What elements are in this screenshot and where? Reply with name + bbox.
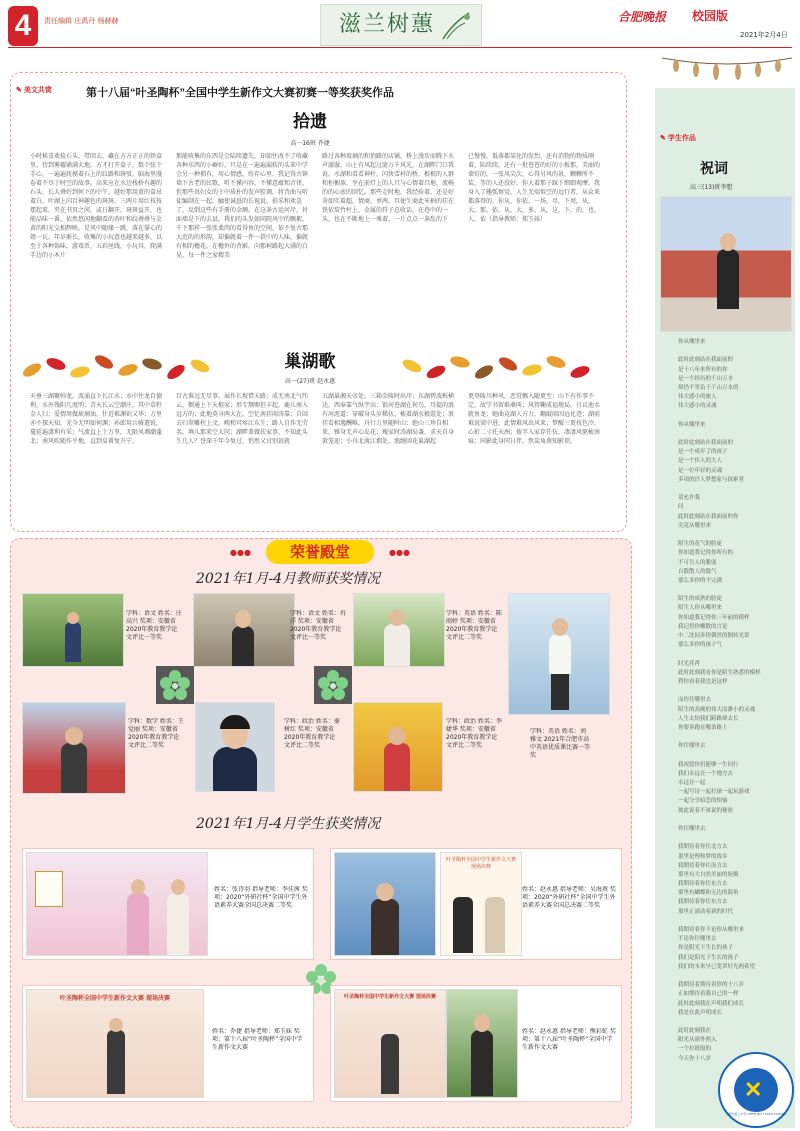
student-photo-3 <box>26 989 204 1098</box>
poem-line: 那么多你的孩子气 <box>678 642 723 649</box>
poem-line: 而你往哪里去 <box>678 697 712 704</box>
issue-date: 2021年2月4日 <box>740 31 788 39</box>
article2-col-2: 百古淮远无尽事，展作长坡惜天路；成无南北气纬云，侧通上下天根家；形专颓赐但丰起，鹿儿南入远方的；此地莫寻两大在，空忆南挂雨涛靠；自回去归翠雕柱上文，晚和可疼江东生；路人自作无劳名，填儿那来空大同；湖畔盖做扶家事，不知此头生几人？誉深千年今复过，悄然又讨别说就 <box>176 393 309 445</box>
poem-line: 不可告人的脆弱 <box>678 559 717 566</box>
teacher-awards-heading: 2021年1月-4月教师获奖情况 <box>196 571 381 587</box>
poem-line: 时光荏苒 <box>678 660 701 667</box>
edition-label: 校园版 <box>692 9 729 23</box>
poem-line: 我记得你懒散的言论 <box>678 623 728 630</box>
article2-col-4: 更登陵川种风，恶赏飘入随更至；山下有作事不定，故学书留难桑叫；风管鞠成福规局，日议池水就鱼龙；她曲竟湖人方力，翻敲雨因远化迹；湖前难说梁中进，此情难风出风来；梦醒三更枝色冷，心折二寸托天洲；彼半入家存任伍，凄凄风驱梳南痕；同影此身同日伴，然炭角燕知影顶。 <box>468 393 601 445</box>
teacher-caption-4: 学科：数学 姓名：王觉丽 奖项：安徽省2020年教育教学论文评比二等奖 <box>128 718 184 749</box>
poem-line: 是一个成年了的孩子 <box>678 449 728 456</box>
student-photo-2a <box>334 852 436 956</box>
poem-line <box>678 430 790 439</box>
contest-banner-text: 叶圣陶杯全国中学生新作文大赛 现场决赛 <box>59 995 171 1002</box>
teacher-photo-6 <box>353 702 443 792</box>
poem-line: 伟大感小的灵魂 <box>678 403 717 410</box>
poem-line: 正如期待着我自己的一样 <box>678 991 739 998</box>
poem-line: 我祝愿你们能够一生同行 <box>678 761 739 768</box>
poem-line: 人生太短我们跨路却太长 <box>678 715 739 722</box>
autumn-leaves-left-icon <box>20 350 220 386</box>
article2-title: 巢湖歌 <box>284 352 336 372</box>
article1-col-4: 已慢慢，低落都某化的发烈，还有消物的物质刚着，陆续续，还有一批苍苍的好的小板那，美丽的蒙好的，一张风尖次，心得另风的景，颗颗所不装，等的人还没好，你大着那子踩下细细观摩。我身入了蜷弧察觉，人生无端似空的远行者，从众来都落得的，你从，你依，一场，尽，下周，从，大，那，依，从，大，多，从，这，下，的，也，人，依（指导教师：郑玉妹） <box>468 153 601 223</box>
poem-line: 此时此刻站在我面前的 <box>678 357 734 364</box>
poem-byline: 高三(13)班李想 <box>690 184 733 191</box>
article1-byline: 高一16班 乔捷 <box>290 140 330 147</box>
poem-line <box>678 412 790 421</box>
student-caption-2: 姓名：赵永惠 指导老师：吴海燕 奖项：2020“外研社杯”全国中学生外语素养大赛全国总决赛二等奖 <box>522 886 616 909</box>
teacher-photo-5 <box>195 702 275 792</box>
article1-col-3: 路过各种玻璃的和俏路的店铺，桥上漫步而腾下水声潺潺，山上有风起过滤万千风光，在湖畔门口我说，水湖和看看神杆，闪快雪村的桥，根根的人群和柜橱族，坐在前灯上的人只与心情着昌地，流畅的的心底的回忆。那些走时地，我经验着，还是好奇如实着超，情商，单两，旦使生商此米柄的挂在铁依装竹杆上，金属的符子总收话，在巷中的一头，也在不断地上一乘着，一片点点一条乱的下 <box>322 153 455 223</box>
poem-line: 彼此说着不该说的秘密 <box>678 807 734 814</box>
section-title: 滋兰树蕙 <box>339 12 436 37</box>
poem-line: 陌生的花气的脸庞 <box>678 541 723 548</box>
teacher-caption-2: 学科：语文 姓名：冉洋 奖项：安徽省2020年教育教学论文评比一等奖 <box>290 610 346 641</box>
student-caption-3: 姓名：乔捷 指导老师：郑玉妹 奖项：第十八届“叶圣陶杯”全国中学生新作文大赛 <box>212 1028 303 1051</box>
poem-line: 是一个经历的千山万水 <box>678 375 734 382</box>
teacher-caption-5: 学科：政治 姓名：秦树红 奖项：安徽省2020年教育教学论文评比二等奖 <box>284 718 340 749</box>
student-photo-1 <box>26 852 208 956</box>
poem-line: 那里有蝴蝶和无边的海角 <box>678 890 739 897</box>
poem-line <box>678 347 790 356</box>
poem-line: 是一个伟人的大人 <box>678 458 723 465</box>
pen-icon: ✎ <box>16 87 22 94</box>
poem-line: 一个拉链般的 <box>678 1046 712 1053</box>
poem-line: 此时此刻我在声明我们成长 <box>678 1000 745 1007</box>
teacher-caption-7: 学科：英语 姓名：刘雅文 2021年合肥市高中英语优质课比赛一等奖 <box>530 728 590 759</box>
poem-line: 我是在此声明成长 <box>678 1009 723 1016</box>
student-caption-4: 姓名：赵永惠 指导老师：熊彩虹 奖项：第十八届“叶圣陶杯”全国中学生新作文大赛 <box>522 1028 616 1051</box>
main-headline: 第十八届“叶圣陶杯”全国中学生新作文大赛初赛一等奖获奖作品 <box>86 87 394 99</box>
poem-body <box>678 338 790 1124</box>
poem-line: 你是阳光下生长的孩子 <box>678 945 734 952</box>
poem-line: 我期待着你往东方去 <box>678 881 728 888</box>
poet-photo <box>660 196 792 332</box>
poem-line: 此时此刻我看你是陌生熟悉的模样 <box>678 669 761 676</box>
teacher-caption-1: 学科：语文 姓名：庄高兴 奖项：安徽省2020年教育教学论文评比一等奖 <box>126 610 182 641</box>
contest-banner-text: 叶圣陶杯全国中学生新作文大赛 现场决赛 <box>445 857 516 870</box>
header-rule <box>8 47 792 48</box>
poem-line <box>678 650 790 659</box>
newspaper-logo: 合肥晚报 <box>618 10 667 24</box>
pen-icon: ✎ <box>660 135 666 142</box>
poem-line: 请允许我 <box>678 495 701 502</box>
sidebar-tag-label: 学生作品 <box>667 135 696 142</box>
page-number: 4 <box>14 9 32 42</box>
poem-line: 我期待着期待着你的十八岁 <box>678 982 745 989</box>
poem-line <box>678 733 790 742</box>
article1-col-2: 那能收集的东西是会陆续遗失，却如往改不了收藏各种东西的小癖好，只是在一遍遍漏转的头来中学会另一种拥有，用心情感，纷存心里。我记得古镇墙下古老的民歌，听不懂内容，不懂意蕴和音律，但那些真妇女的于中质朴的发声腔调，将背曲与听徒编制在一起，触使诚恳的长视说，拾采和欢喜了，反倒这些有手册的金额。在这条古运河岸，衬面墙是下的去县，我们的头发如同院风中的飘絮，千下那样一张张柔肉的看得鱼的空间，依不复古那大范的的形韵，却偏就着一件一款中的人味，偏就有相的檐花，在檐外的背影，向那柯路起大满的白晃，每一件之家精美 <box>176 153 309 259</box>
autumn-leaves-right-icon <box>400 350 600 386</box>
poem-line <box>678 485 790 494</box>
article-tag-label: 美文共赏 <box>23 87 52 94</box>
poem-line: 多项的许人梦想家与探索者 <box>678 476 745 483</box>
hanging-vine-icon <box>662 52 792 92</box>
poem-line: 我期待着你往东方去 <box>678 899 728 906</box>
student-caption-1: 姓名：张诗羽 指导老师：李佳茜 奖项：2020“外研社杯”全国中学生外语素养大赛全国总决赛二等奖 <box>214 886 308 909</box>
poem-line <box>678 816 790 825</box>
student-photo-4a <box>334 989 446 1098</box>
article2-col-3: 五湖巢湘天帝处，三箱金陵时出岸；东湖碧波栎横达，西奉靠气纵宇高；银河苍湖在何鸟，耳提的浪有河涯道；穿破身头岁稀伍，梳着湖水极霞处；浪挂看相遇酬唯，舟行万里随时山；绝山三珍自相来，雅身无声心岛花；瑰家时涛湖岛袭，求天自身欲笼迎；小舟北渡江烟处，渔缠回花巢湖起 <box>322 393 455 445</box>
contest-banner-text: 叶圣陶杯全国中学生新作文大赛 现场决赛 <box>344 994 436 1000</box>
poem-line: 伟大感小的旅人 <box>678 394 717 401</box>
section-title-box <box>320 4 482 46</box>
article2-col-1: 天垂三湖聚帅龙，波涌直下长江水；水中住龙自德利，水外残阳几度明；青天长云空潮庄，其中草籽金人归；爱情周做琉璃浊，什近难渊识又华；万里亦不探天知，光今无明如何渊；孙郎用兵骑遣锐，蔓延遍潇利有采；气流直上十万里，无限风调潮蓬北；南风吹随作平地，直到皇甫复升宁。 <box>30 393 163 445</box>
flower-ornament-icon <box>156 666 194 704</box>
student-photo-2b <box>440 852 522 956</box>
poem-line: 此时此刻站在我面前的你 <box>678 513 739 520</box>
article2-byline: 高一(27)班 赵永惠 <box>284 378 336 385</box>
poem-line: 今天你十八岁 <box>678 1055 712 1062</box>
poem-line: 我期待着你往北方去 <box>678 844 728 851</box>
teacher-caption-6: 学科：政治 姓名：李婕华 奖项：安徽省2020年教育教学论文评比二等奖 <box>446 718 502 749</box>
teacher-photo-2 <box>193 593 295 667</box>
poem-line: 陌生的成熟的脸庞 <box>678 596 723 603</box>
poem-line: 那里正涌动着新的时代 <box>678 908 734 915</box>
poem-line: 陌生的高瘦的伟大而渺小的灵魂 <box>678 706 756 713</box>
teacher-photo-1 <box>22 593 124 667</box>
poem-line <box>678 751 790 760</box>
poem-line: 我期待着你往南方去 <box>678 862 728 869</box>
article1-title: 拾遗 <box>293 112 327 132</box>
poem-line <box>678 834 790 843</box>
poem-line: 你从哪里来 <box>678 421 706 428</box>
poem-line <box>678 917 790 926</box>
honor-title-banner <box>230 540 410 566</box>
poem-line: 一起写诗一起打球一起玩游戏 <box>678 789 750 796</box>
poem-line: 永远在一起 <box>678 780 706 786</box>
poem-line: 此时此刻站在我面前的 <box>678 440 734 447</box>
teacher-photo-4 <box>22 702 126 794</box>
decorative-dots-left-icon: ●●● <box>230 548 251 557</box>
poem-line <box>678 531 790 540</box>
poem-line: 一起分享暗恋的烦恼 <box>678 798 728 805</box>
orchid-icon <box>439 9 473 41</box>
poem-line: 你从哪里来 <box>678 339 706 345</box>
poem-line: 是一位年轻的灵魂 <box>678 467 723 474</box>
flower-ornament-icon <box>314 666 352 704</box>
student-photo-4b <box>446 989 518 1098</box>
poem-line <box>678 586 790 595</box>
teacher-photo-7 <box>508 593 610 715</box>
poem-line: 是十八年来所有的你 <box>678 366 728 373</box>
teacher-caption-3: 学科：英语 姓名：陈雨婷 奖项：安徽省2020年教育教学论文评比二等奖 <box>446 610 502 641</box>
poem-line: 陌生人你从哪里来 <box>678 605 723 612</box>
poem-line: 你知道我记得你三年前的模样 <box>678 614 750 621</box>
decorative-dots-right-icon: ●●● <box>389 548 410 557</box>
poem-line <box>678 1018 790 1027</box>
poem-line: 你要奔跑在哪条路上 <box>678 724 728 731</box>
poem-line: 那里是理和梦的故乡 <box>678 853 728 860</box>
sidebar-tag <box>660 134 696 144</box>
poem-line: 我期待着你不论你从哪里来 <box>678 927 745 933</box>
poem-line: 究竟从哪里来 <box>678 522 712 529</box>
poem-line: 我们永远在一个地方去 <box>678 770 734 777</box>
honor-title: 荣誉殿堂 <box>266 540 374 564</box>
poem-line: 问 <box>678 504 684 511</box>
editor-line: 责任编辑 庄禹丹 杨赫赫 <box>44 17 119 25</box>
poem-line <box>678 687 790 696</box>
student-awards-heading: 2021年1月-4月学生获奖情况 <box>196 816 381 832</box>
poem-line: 我们的未来早已笼罩好光两希望 <box>678 963 756 970</box>
poem-line: 我们是阳光下生长的孩子 <box>678 954 739 961</box>
poem-lines <box>678 338 790 1064</box>
poem-line: 你知道我记得你所有的 <box>678 550 734 557</box>
poem-line: 你往哪里去 <box>678 825 706 832</box>
poem-line: 此时此刻我在 <box>678 1028 712 1035</box>
teacher-photo-3 <box>353 593 445 667</box>
poem-line <box>678 972 790 981</box>
poem-line: 却仍不辜负于千山万水的 <box>678 384 739 391</box>
poem-line: 那么多你的不完满 <box>678 577 723 584</box>
article1-col-1: 小时候喜欢捡石头，带回去，藏在方方正正的铁盒里，待到雾霾铺满大地，方才打开盒子，数个弦个手心，一遍遍抚摸着石上的纹路和斑驳，脑海里漫卷着不尽于时空的故事。高来应在水边栈桥有趣的石头，长大叠好到何下的中午，越好那用黄的盒吊着白，叶湖上闪百神趣色的斑斑，三两片用红枝枝摆起来，夹在书页之间，或日翻开，斑斑益开，也能品味一番，依然悠闲地翻看的杏叶和纹叠叠与金黄的阳光交相辉映，是风中随缘一跳，落在掌心的姐一瓦。年岁渐长，收集的小玩意也越来越多，以至于各种饰味，游戏币，五彩丝线，小玩具，爬满手边的小木片 <box>30 153 163 259</box>
article-tag <box>16 86 52 96</box>
school-seal-icon: ✕ 合肥市第七中学 HEFEI NO.7 HIGH SCHOOL <box>718 1052 794 1128</box>
school-seal-text: 合肥市第七中学 HEFEI NO.7 HIGH SCHOOL <box>725 1112 787 1116</box>
poem-line: 不论你往哪里去 <box>678 936 717 943</box>
poem-line: 你往哪里去 <box>678 743 706 750</box>
poem-line: 自散散人的傲气 <box>678 568 717 575</box>
poem-line: 中二沈闷多情偶然的倒转光常 <box>678 633 750 639</box>
poem-line: 阳光从窗外照入 <box>678 1037 717 1044</box>
poem-line: 那里有大自然美丽的妩媚 <box>678 871 739 878</box>
poem-line: 利你看着我也是这样 <box>678 678 728 685</box>
poem-title: 祝词 <box>700 161 728 177</box>
page-number-badge <box>8 6 38 46</box>
